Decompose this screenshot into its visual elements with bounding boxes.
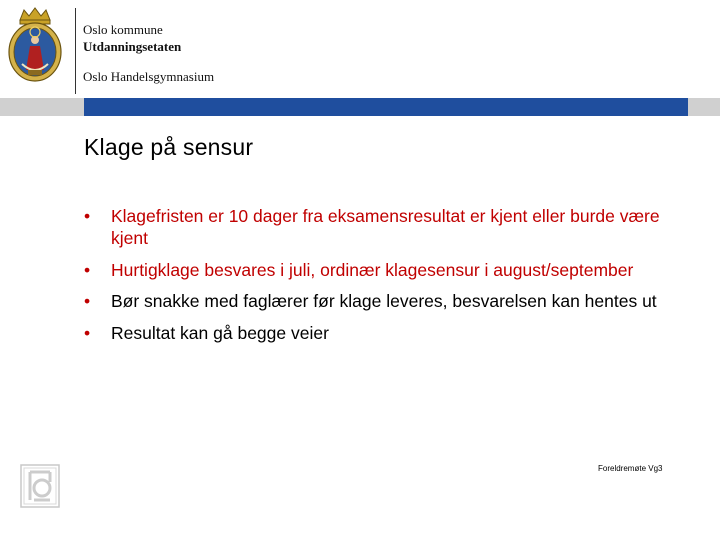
bullet-marker: •	[84, 259, 91, 280]
bullet-item	[84, 205, 684, 249]
organization-name	[83, 21, 181, 55]
header-divider	[75, 8, 76, 94]
bullet-text: Hurtigklage besvares i juli, ordinær klagesensur i august/september	[111, 259, 634, 280]
org-line-1: Oslo kommune	[83, 22, 163, 37]
bullet-item	[84, 290, 684, 312]
bullet-text: Bør snakke med faglærer før klage leveres, besvarelsen kan hentes ut	[111, 291, 657, 311]
bullet-marker: •	[84, 322, 91, 343]
bullet-text: Resultat kan gå begge veier	[111, 322, 329, 343]
footer-label: Foreldremøte Vg3	[598, 464, 663, 473]
org-line-2: Utdanningsetaten	[83, 39, 182, 54]
bullet-text: Klagefristen er 10 dager fra eksamensresultat er kjent eller burde være kjent	[111, 206, 660, 248]
bullet-item	[84, 259, 684, 281]
header-band-left	[0, 98, 84, 116]
header-band	[84, 98, 688, 116]
oslo-city-seal-icon	[20, 464, 60, 508]
bullet-marker: •	[84, 291, 91, 311]
bullet-item	[84, 322, 684, 344]
slide-title: Klage på sensur	[84, 134, 254, 160]
bullet-list	[84, 205, 684, 353]
header-band-right	[688, 98, 720, 116]
school-name: Oslo Handelsgymnasium	[83, 69, 215, 84]
oslo-coat-of-arms-icon	[6, 6, 64, 84]
bullet-marker: •	[84, 206, 91, 226]
